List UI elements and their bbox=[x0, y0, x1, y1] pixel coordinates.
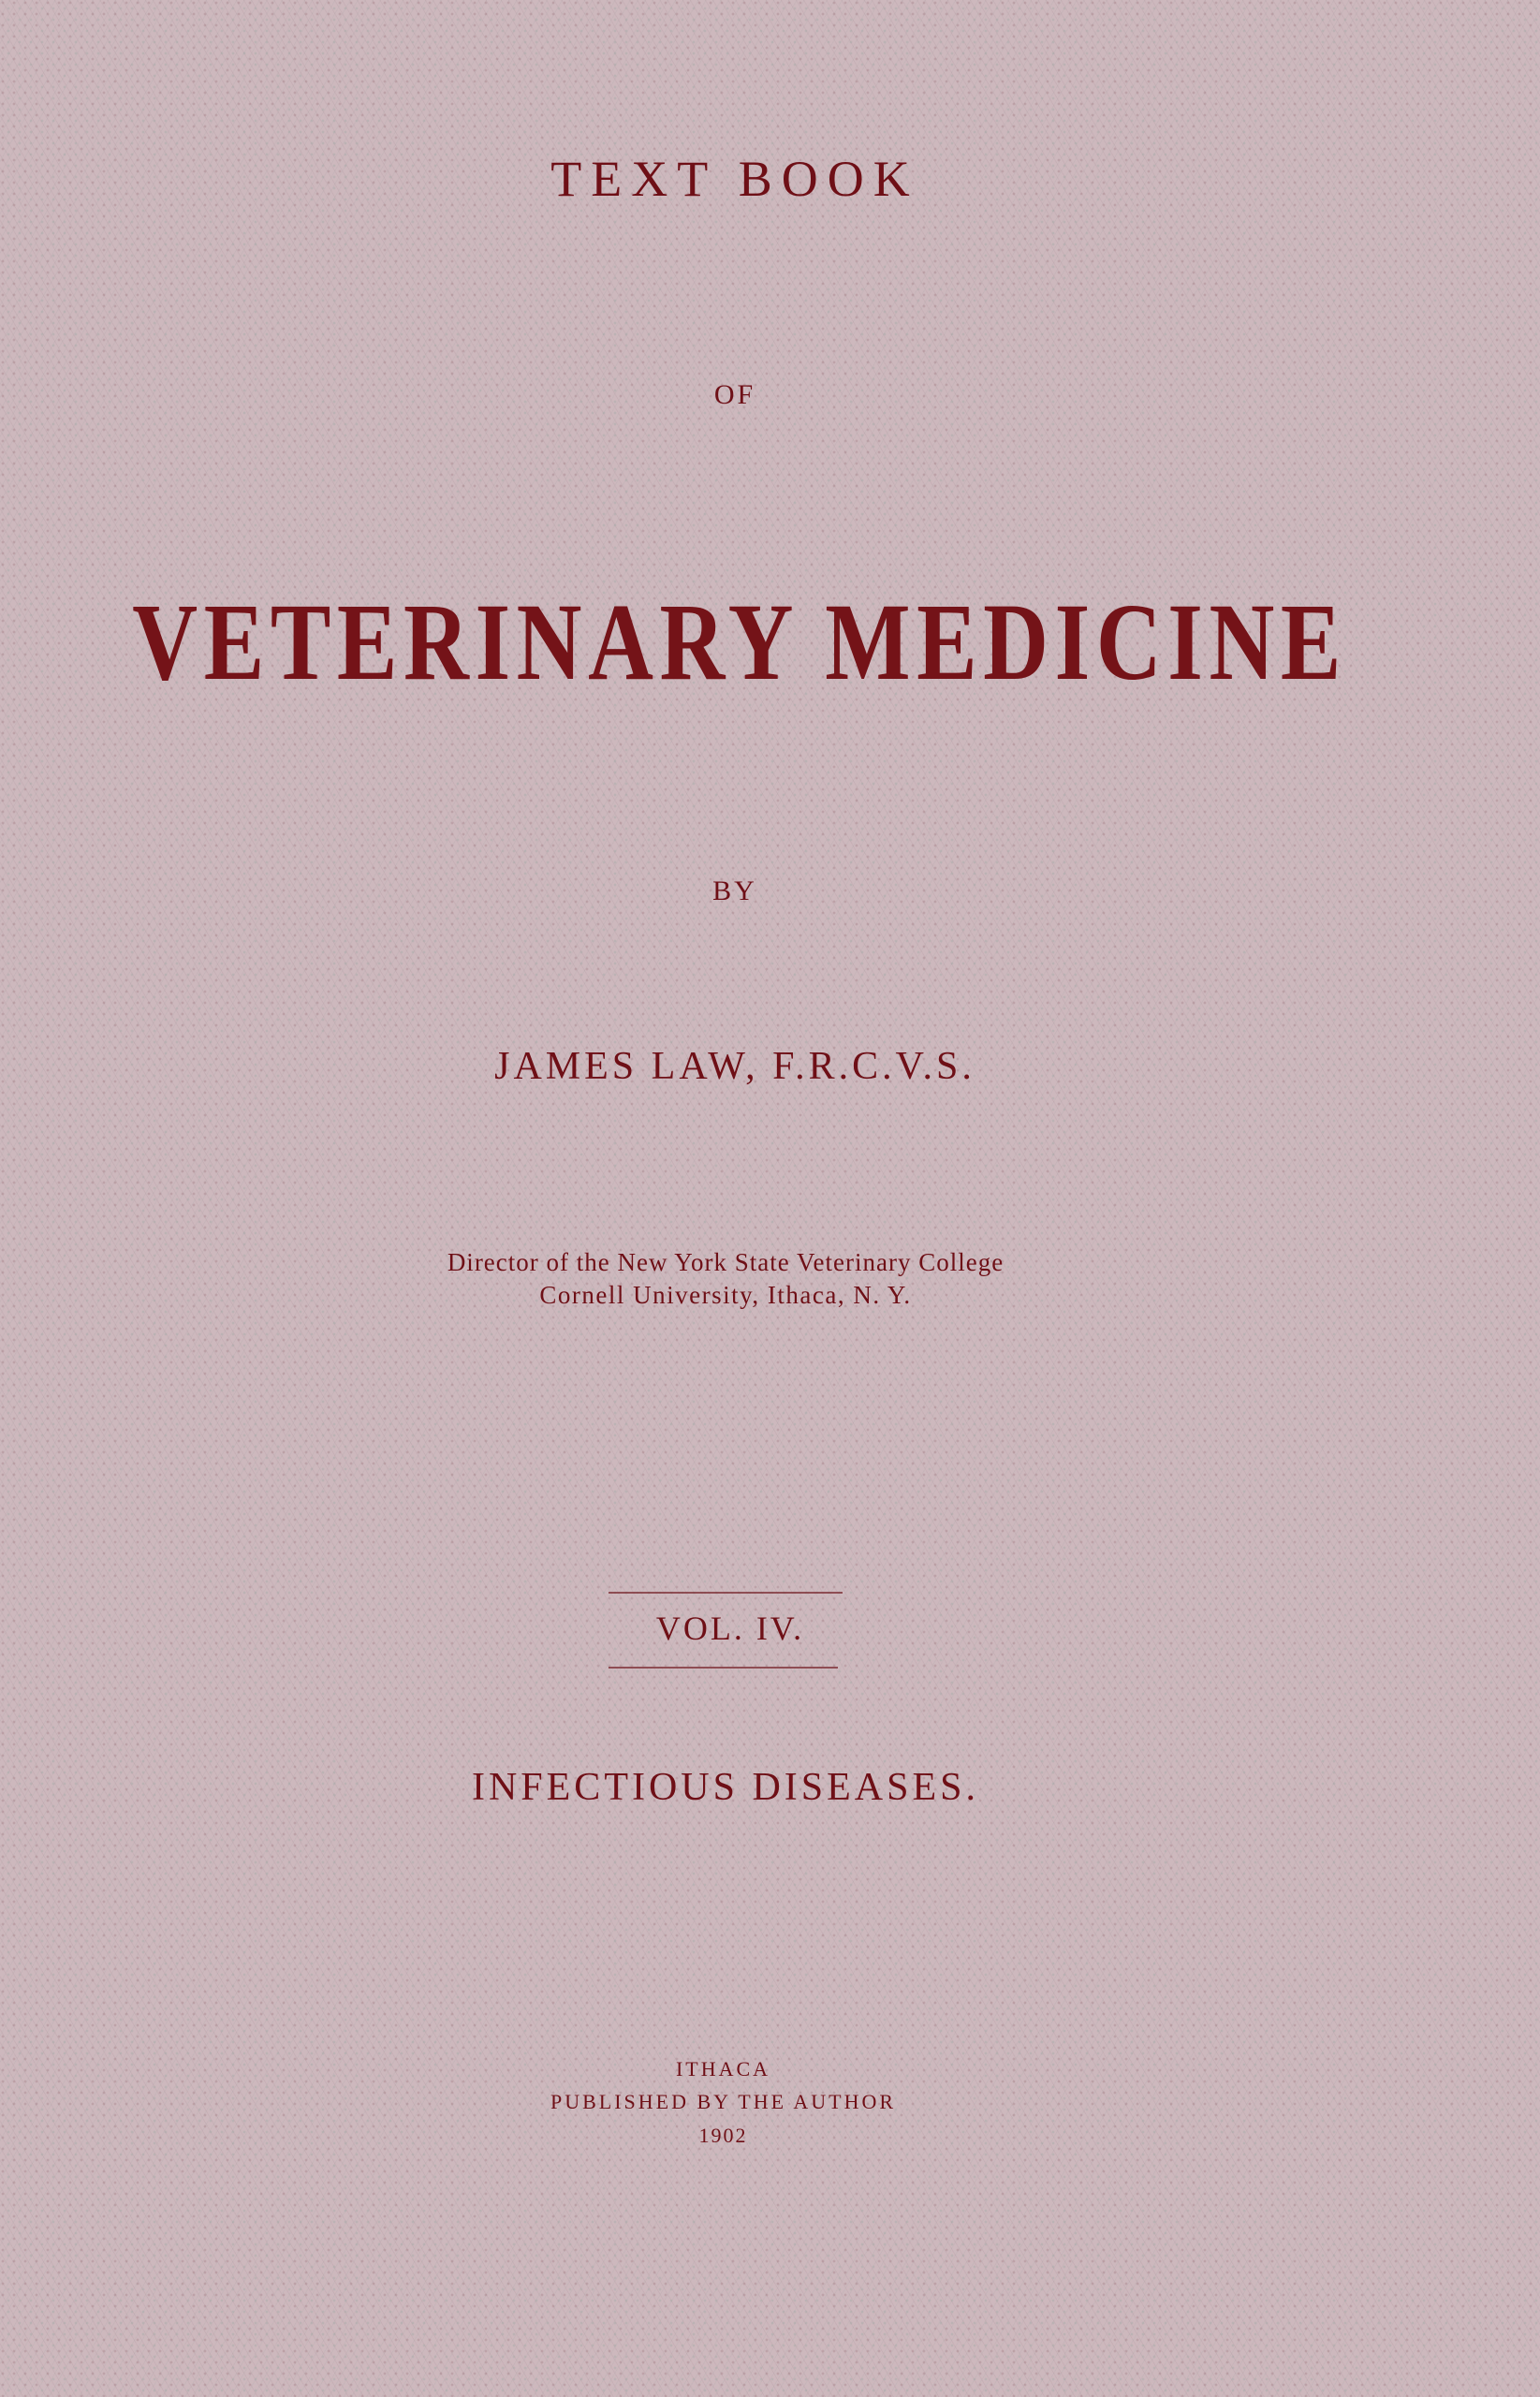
volume-rule-bottom bbox=[609, 1667, 838, 1669]
imprint-year: 1902 bbox=[698, 2124, 748, 2147]
of-line: OF bbox=[713, 379, 756, 410]
author-affiliation-line-2: Cornell University, Ithaca, N. Y. bbox=[539, 1281, 912, 1309]
volume-rule-top bbox=[609, 1592, 843, 1594]
top-title: TEXT BOOK bbox=[550, 151, 919, 207]
imprint-publisher: PUBLISHED BY THE AUTHOR bbox=[550, 2090, 897, 2113]
author-affiliation-line-1: Director of the New York State Veterinary College bbox=[447, 1248, 1005, 1276]
author-name: JAMES LAW, F.R.C.V.S. bbox=[494, 1045, 975, 1088]
by-line: BY bbox=[712, 875, 757, 906]
main-title: VETERINARY MEDICINE bbox=[132, 581, 1348, 703]
imprint-city: ITHACA bbox=[675, 2057, 771, 2081]
volume-label: VOL. IV. bbox=[655, 1610, 805, 1647]
subject-title: INFECTIOUS DISEASES. bbox=[471, 1766, 980, 1809]
